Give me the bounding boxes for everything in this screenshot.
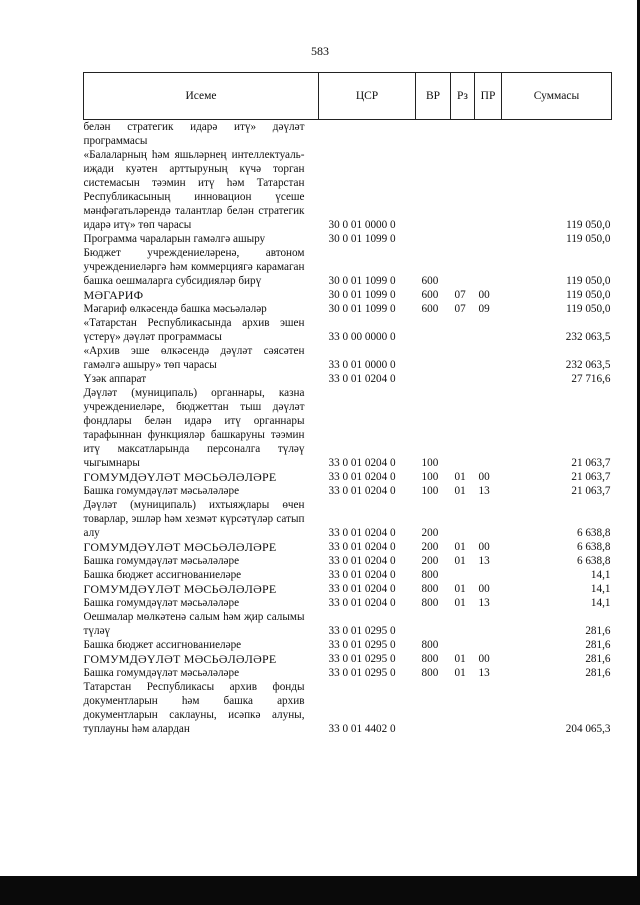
cell-csr: 30 0 01 1099 0 (328, 303, 396, 315)
cell-csr: 33 0 01 0295 0 (328, 625, 396, 637)
header-csr: ЦСР (319, 73, 416, 120)
cell-rz (451, 232, 475, 246)
cell-rz (451, 386, 475, 470)
header-pr: ПР (475, 73, 502, 120)
cell-pr (475, 232, 502, 246)
cell-csr: 30 0 01 0000 0 (328, 219, 396, 231)
cell-vr (416, 680, 451, 736)
table-row (84, 120, 612, 149)
table-header (84, 73, 612, 120)
cell-rz: 01 (454, 583, 466, 595)
cell-csr: 33 0 01 0204 0 (328, 485, 396, 497)
cell-csr: 33 0 01 0295 0 (328, 667, 396, 679)
cell-name: МӘГАРИФ (83, 288, 144, 302)
budget-table (83, 72, 612, 736)
scan-edge-bottom (0, 876, 640, 905)
cell-csr: 33 0 01 0204 0 (328, 457, 396, 469)
cell-sum: 27 716,6 (571, 373, 611, 385)
table-row (84, 680, 612, 736)
cell-sum: 119 050,0 (566, 275, 611, 287)
cell-name: Дәүләт (муниципаль) органнары, казна учреждениеләре, бюджеттан тыш дәүләт фондлары белән идарә итү органнары тарафыннан функцияләр башкаруны тәэмин итү максатларында персоналга түләү чыгымнары (83, 387, 305, 469)
cell-pr: 00 (478, 289, 490, 301)
cell-rz (451, 120, 475, 149)
cell-csr: 33 0 01 0204 0 (328, 373, 396, 385)
cell-name: Үзәк аппарат (83, 373, 147, 385)
cell-rz: 01 (454, 667, 466, 679)
cell-vr (416, 316, 451, 344)
cell-pr: 09 (478, 303, 490, 315)
cell-pr (475, 386, 502, 470)
cell-sum: 281,6 (585, 653, 611, 665)
cell-sum: 21 063,7 (571, 471, 611, 483)
cell-sum: 119 050,0 (566, 219, 611, 231)
cell-pr (475, 344, 502, 372)
cell-vr: 100 (421, 485, 439, 497)
cell-pr: 13 (478, 597, 490, 609)
cell-rz (451, 148, 475, 232)
cell-rz: 07 (454, 303, 466, 315)
cell-csr: 33 0 01 0204 0 (328, 583, 396, 595)
cell-name: ГОМУМДӘҮЛӘТ МӘСЬӘЛӘЛӘРЕ (83, 652, 277, 666)
cell-pr (475, 568, 502, 582)
table-body (84, 120, 612, 737)
cell-name: Татарстан Республикасы архив фонды документларын һәм башка архив документларын саклауны, исәпкә алуны, туплауны һәм алардан (83, 681, 305, 735)
cell-vr: 600 (421, 303, 439, 315)
table-row (84, 246, 612, 288)
cell-name: Башка гомумдәүләт мәсьәләләре (83, 485, 240, 497)
cell-vr: 800 (421, 653, 439, 665)
cell-csr: 33 0 01 0204 0 (328, 569, 396, 581)
cell-sum: 6 638,8 (576, 527, 611, 539)
cell-csr: 33 0 01 0295 0 (328, 653, 396, 665)
table-row (84, 554, 612, 568)
cell-vr (416, 232, 451, 246)
cell-vr: 600 (421, 289, 439, 301)
cell-name: Башка бюджет ассигнованиеләре (83, 639, 242, 651)
table-row (84, 484, 612, 498)
cell-sum (502, 120, 612, 149)
cell-rz (451, 638, 475, 652)
table-row (84, 316, 612, 344)
cell-rz: 01 (454, 597, 466, 609)
cell-sum: 6 638,8 (576, 541, 611, 553)
cell-csr: 33 0 01 0204 0 (328, 597, 396, 609)
table-row (84, 288, 612, 302)
cell-name: Программа чараларын гамәлгә ашыру (83, 233, 266, 245)
cell-csr: 30 0 01 1099 0 (328, 289, 396, 301)
cell-vr (416, 344, 451, 372)
cell-rz (451, 372, 475, 386)
cell-rz: 01 (454, 471, 466, 483)
cell-csr: 33 0 01 0295 0 (328, 639, 396, 651)
cell-pr: 00 (478, 653, 490, 665)
cell-csr: 33 0 01 0204 0 (328, 541, 396, 553)
cell-sum: 21 063,7 (571, 457, 611, 469)
table-row (84, 582, 612, 596)
cell-name: белән стратегик идарә итү» дәүләт программасы (83, 121, 305, 147)
cell-rz: 01 (454, 653, 466, 665)
cell-sum: 6 638,8 (576, 555, 611, 567)
cell-name: «Архив эше өлкәсендә дәүләт сәясәтен гамәлгә ашыру» төп чарасы (83, 345, 305, 371)
cell-sum: 14,1 (590, 597, 611, 609)
cell-rz (451, 316, 475, 344)
cell-pr (475, 610, 502, 638)
cell-csr: 33 0 01 0204 0 (328, 555, 396, 567)
cell-rz: 01 (454, 541, 466, 553)
cell-name: Башка бюджет ассигнованиеләре (83, 569, 242, 581)
header-rz: Рз (451, 73, 475, 120)
table-row (84, 344, 612, 372)
cell-name: Башка гомумдәүләт мәсьәләләре (83, 667, 240, 679)
cell-csr: 33 0 01 0204 0 (328, 471, 396, 483)
cell-csr: 30 0 01 1099 0 (328, 233, 396, 245)
cell-sum: 232 063,5 (565, 331, 611, 343)
cell-pr (475, 498, 502, 540)
header-name: Исеме (84, 73, 319, 120)
table-row (84, 596, 612, 610)
cell-csr: 33 0 01 0204 0 (328, 527, 396, 539)
cell-pr: 13 (478, 555, 490, 567)
cell-pr (475, 316, 502, 344)
header-sum: Суммасы (502, 73, 612, 120)
cell-name: «Балаларның һәм яшьләрнең интеллектуаль-иҗади куәтен арттыруның күчә торган системасын тәэмин итү һәм Татарстан Республикасының инновацион үсеше мәнфәгатьләрендә талантлар белән стратегик идарә итү» төп чарасы (83, 149, 305, 231)
table-row (84, 666, 612, 680)
cell-pr (475, 120, 502, 149)
cell-name: ГОМУМДӘҮЛӘТ МӘСЬӘЛӘЛӘРЕ (83, 540, 277, 554)
cell-vr: 100 (421, 457, 439, 469)
cell-vr: 800 (421, 667, 439, 679)
cell-rz (451, 246, 475, 288)
cell-vr: 800 (421, 569, 439, 581)
table-row (84, 148, 612, 232)
table-row (84, 568, 612, 582)
cell-name: ГОМУМДӘҮЛӘТ МӘСЬӘЛӘЛӘРЕ (83, 582, 277, 596)
cell-pr: 00 (478, 583, 490, 595)
table-row (84, 386, 612, 470)
cell-vr: 800 (421, 639, 439, 651)
cell-sum: 119 050,0 (566, 233, 611, 245)
cell-csr: 33 0 00 0000 0 (328, 331, 396, 343)
header-vr: ВР (416, 73, 451, 120)
cell-name: Бюджет учреждениеләренә, автоном учреждениеләргә һәм коммерциягә карамаган башка оешмаларга субсидияләр бирү (83, 247, 305, 287)
cell-sum: 14,1 (590, 583, 611, 595)
table-row (84, 652, 612, 666)
cell-pr: 13 (478, 485, 490, 497)
cell-sum: 204 065,3 (565, 723, 611, 735)
table-row (84, 540, 612, 554)
cell-pr (475, 680, 502, 736)
cell-sum: 21 063,7 (571, 485, 611, 497)
page-number: 583 (311, 44, 329, 58)
cell-csr: 33 0 01 4402 0 (328, 723, 396, 735)
cell-rz (451, 680, 475, 736)
cell-name: ГОМУМДӘҮЛӘТ МӘСЬӘЛӘЛӘРЕ (83, 470, 277, 484)
table-row (84, 610, 612, 638)
cell-vr (416, 148, 451, 232)
table-row (84, 232, 612, 246)
cell-name: Башка гомумдәүләт мәсьәләләре (83, 555, 240, 567)
cell-vr: 100 (421, 471, 439, 483)
cell-vr: 200 (421, 555, 439, 567)
table-row (84, 372, 612, 386)
cell-pr (475, 372, 502, 386)
cell-csr (319, 120, 416, 149)
cell-name: Мәгариф өлкәсендә башка мәсьәләләр (83, 303, 267, 315)
table-row (84, 302, 612, 316)
cell-csr: 33 0 01 0000 0 (328, 359, 396, 371)
cell-csr: 30 0 01 1099 0 (328, 275, 396, 287)
cell-sum: 281,6 (585, 639, 611, 651)
table-row (84, 638, 612, 652)
cell-rz: 07 (454, 289, 466, 301)
cell-rz (451, 344, 475, 372)
table-row (84, 470, 612, 484)
cell-pr (475, 246, 502, 288)
cell-pr: 00 (478, 541, 490, 553)
cell-rz: 01 (454, 485, 466, 497)
cell-sum: 14,1 (590, 569, 611, 581)
cell-vr (416, 610, 451, 638)
cell-sum: 232 063,5 (565, 359, 611, 371)
cell-rz (451, 568, 475, 582)
cell-pr: 13 (478, 667, 490, 679)
cell-vr: 600 (421, 275, 439, 287)
cell-vr: 200 (421, 541, 439, 553)
cell-sum: 119 050,0 (566, 303, 611, 315)
cell-rz: 01 (454, 555, 466, 567)
cell-rz (451, 610, 475, 638)
cell-sum: 281,6 (585, 667, 611, 679)
table-row (84, 498, 612, 540)
cell-name: «Татарстан Республикасында архив эшен үстерү» дәүләт программасы (83, 317, 305, 343)
cell-vr (416, 372, 451, 386)
cell-name: Башка гомумдәүләт мәсьәләләре (83, 597, 240, 609)
cell-vr: 800 (421, 597, 439, 609)
cell-name: Дәүләт (муниципаль) ихтыяҗлары өчен товарлар, эшләр һәм хезмәт күрсәтүләр сатып алу (83, 499, 305, 539)
cell-sum: 119 050,0 (566, 289, 611, 301)
cell-rz (451, 498, 475, 540)
cell-name: Оешмалар мөлкәтенә салым һәм җир салымы түләү (83, 611, 305, 637)
cell-vr (416, 120, 451, 149)
cell-pr (475, 148, 502, 232)
cell-vr: 800 (421, 583, 439, 595)
cell-pr (475, 638, 502, 652)
cell-vr: 200 (421, 527, 439, 539)
cell-sum: 281,6 (585, 625, 611, 637)
cell-pr: 00 (478, 471, 490, 483)
